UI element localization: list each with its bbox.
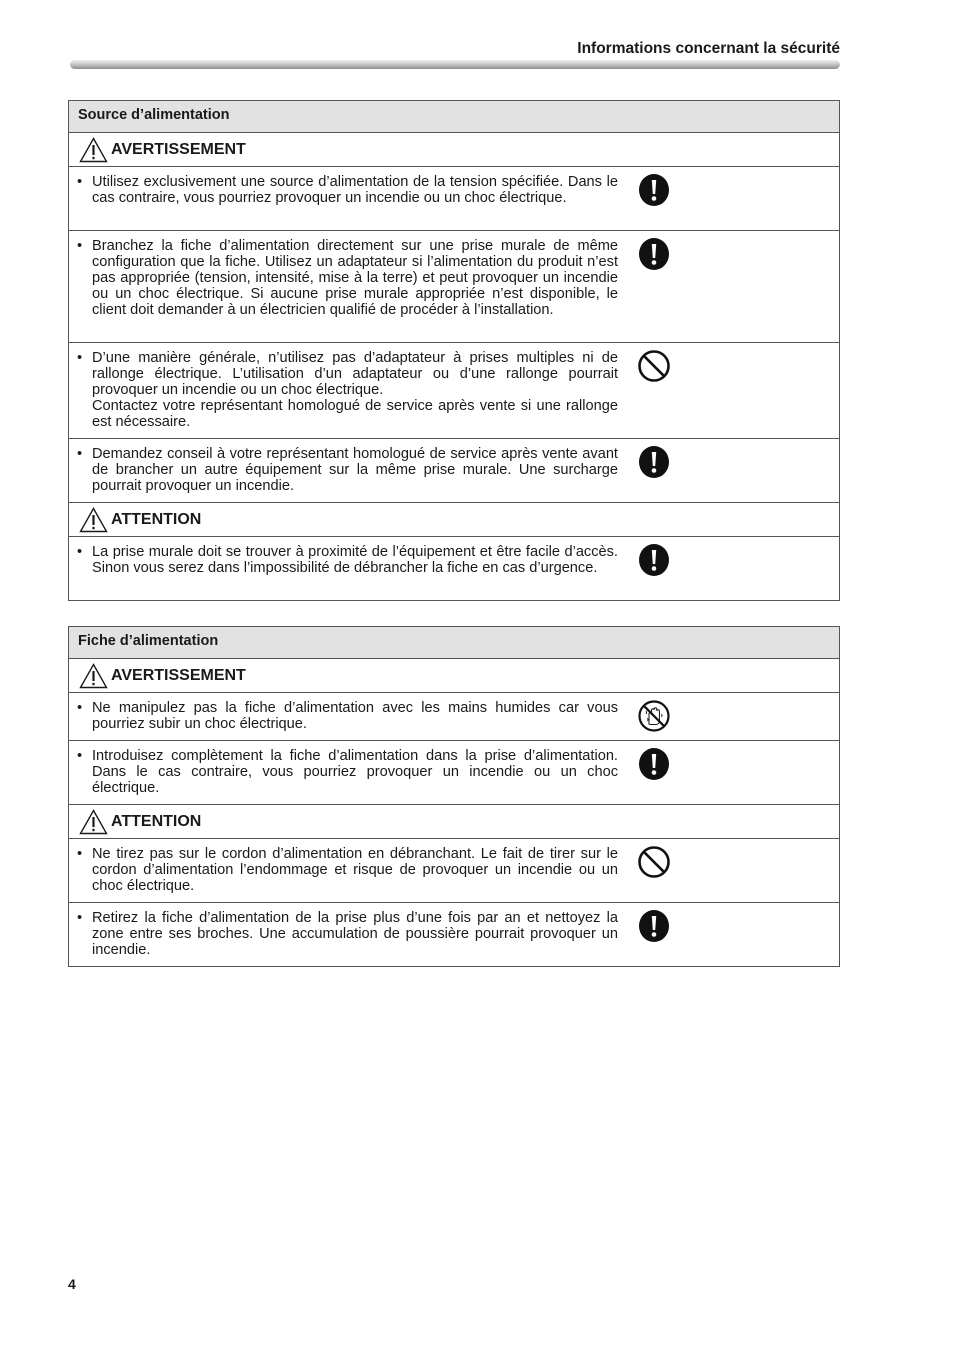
- item-text-continued: Contactez votre représentant homologué de service après vente si une rallonge est nécessaire.: [92, 398, 618, 430]
- warning-level-row: [69, 133, 839, 167]
- safety-item-row: [69, 439, 839, 503]
- item-text: Utilisez exclusivement une source d’alimentation de la tension spécifiée. Dans le cas contraire, vous pourriez provoquer un incendie ou un choc électrique.: [92, 174, 618, 206]
- mandatory-icon: [638, 445, 670, 479]
- caution-label: ATTENTION: [111, 510, 202, 528]
- bullet: •: [77, 544, 83, 560]
- safety-item-row: [69, 839, 839, 903]
- mandatory-icon: [638, 543, 670, 577]
- header-rule: [70, 60, 840, 69]
- mandatory-icon: [638, 237, 670, 271]
- mandatory-icon: [638, 747, 670, 781]
- item-text: Branchez la fiche d’alimentation directement sur une prise murale de même configuration que la fiche. Utilisez un adaptateur si l’alimentation du produit n’est pas appropriée (tension, intensité, mise à la terre) et peut provoquer un incendie ou un choc électrique. Si aucune prise murale appropriée n’est disponible, le client doit demander à un électricien qualifié de procéder à l’installation.: [92, 238, 618, 318]
- power-source-table: [68, 100, 840, 601]
- section-title: Fiche d’alimentation: [69, 627, 839, 659]
- prohibited-icon: [638, 845, 670, 879]
- warning-triangle-icon: [79, 137, 108, 163]
- prohibited-icon: [638, 349, 670, 383]
- mandatory-icon: [638, 173, 670, 207]
- item-text: La prise murale doit se trouver à proximité de l’équipement et être facile d’accès. Sinon vous serez dans l’impossibilité de débrancher la fiche en cas d’urgence.: [92, 544, 618, 576]
- safety-item-row: [69, 693, 839, 741]
- safety-item-row: [69, 903, 839, 966]
- bullet: •: [77, 446, 83, 462]
- bullet: •: [77, 748, 83, 764]
- bullet: •: [77, 238, 83, 254]
- safety-item-row: [69, 231, 839, 343]
- bullet: •: [77, 700, 83, 716]
- page-number: 4: [68, 1276, 76, 1292]
- warning-label: AVERTISSEMENT: [111, 666, 246, 684]
- warning-label: AVERTISSEMENT: [111, 140, 246, 158]
- safety-item-row: [69, 343, 839, 439]
- bullet: •: [77, 910, 83, 926]
- safety-item-row: [69, 167, 839, 231]
- item-text: D’une manière générale, n’utilisez pas d’adaptateur à prises multiples ni de rallonge électrique. L’utilisation d’un adaptateur ou d’une rallonge pourrait provoquer un incendie ou un choc électrique.: [92, 350, 618, 398]
- safety-item-row: [69, 741, 839, 805]
- section-title: Source d’alimentation: [69, 101, 839, 133]
- caution-level-row: [69, 503, 839, 537]
- no-wet-hands-icon: [638, 699, 670, 733]
- item-text: Retirez la fiche d’alimentation de la prise plus d’une fois par an et nettoyez la zone entre ses broches. Une accumulation de poussière pourrait provoquer un incendie.: [92, 910, 618, 958]
- warning-triangle-icon: [79, 663, 108, 689]
- page-header-title: Informations concernant la sécurité: [577, 40, 840, 57]
- bullet: •: [77, 846, 83, 862]
- warning-level-row: [69, 659, 839, 693]
- item-text: Ne tirez pas sur le cordon d’alimentation en débranchant. Le fait de tirer sur le cordon d’alimentation l’endommage et risque de provoquer un incendie ou un choc électrique.: [92, 846, 618, 894]
- power-plug-table: [68, 626, 840, 967]
- warning-triangle-icon: [79, 507, 108, 533]
- item-text: Ne manipulez pas la fiche d’alimentation avec les mains humides car vous pourriez subir un choc électrique.: [92, 700, 618, 732]
- bullet: •: [77, 174, 83, 190]
- bullet: •: [77, 350, 83, 366]
- mandatory-icon: [638, 909, 670, 943]
- item-text: Demandez conseil à votre représentant homologué de service après vente avant de brancher un autre équipement sur la même prise murale. Une surcharge pourrait provoquer un incendie.: [92, 446, 618, 494]
- item-text: Introduisez complètement la fiche d’alimentation dans la prise d’alimentation. Dans le cas contraire, vous pourriez provoquer un incendie ou un choc électrique.: [92, 748, 618, 796]
- caution-label: ATTENTION: [111, 812, 202, 830]
- caution-level-row: [69, 805, 839, 839]
- safety-item-row: [69, 537, 839, 600]
- warning-triangle-icon: [79, 809, 108, 835]
